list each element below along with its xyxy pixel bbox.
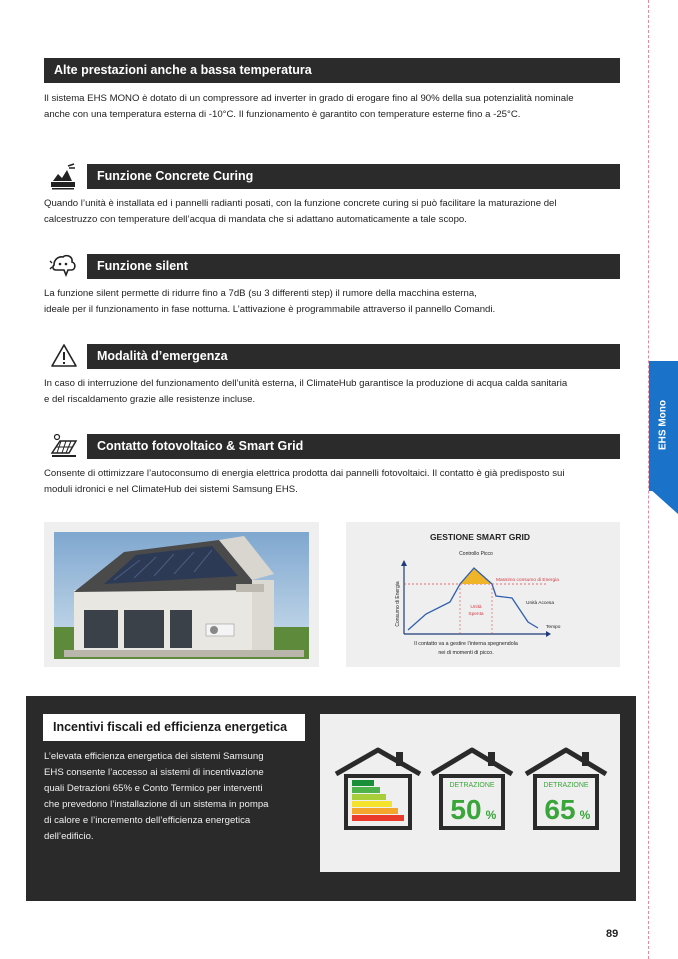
y-axis-label: Consumo di Energia: [395, 581, 401, 627]
unit-off-label-2: Spenta: [468, 612, 484, 617]
incentives-title: Incentivi fiscali ed efficienza energetica: [43, 714, 305, 741]
incentives-text: L’elevata efficienza energetica dei sistemi Samsung EHS consente l’accesso ai sistemi di incentivazione quali Detrazioni 65% e Conto Termico per interventi che prevedono l’installazione di un sistema in pompa di calore e l’incremento dell’efficienza energetica dell’edificio.: [44, 751, 269, 842]
chart-caption-1: Il contatto va a gestire l’interna spegnendola: [414, 641, 518, 647]
section-text-emergency: In caso di interruzione del funzionamento dell’unità esterna, il ClimateHub garantisce la produzione di acqua calda sanitaria e del riscaldamento grazie alle resistenze incluse.: [44, 378, 568, 405]
deduction-65-label: DETRAZIONE: [543, 782, 589, 789]
unit-on-label: Unità Accesa: [526, 601, 554, 606]
chart-peak-label: Controllo Picco: [459, 551, 493, 557]
chart-caption-2: nei di momenti di picco.: [438, 650, 494, 656]
section-text-silent: La funzione silent permette di ridurre fino a 7dB (su 3 differenti step) il rumore della macchina esterna, ideale per il funzionamento in fase notturna. L’attivazione è programmabile attraverso il pannello Comandi.: [44, 288, 496, 315]
unit-off-label-1: Unità: [470, 605, 482, 610]
deduction-50-house: [432, 750, 512, 828]
photovoltaic-icon: [49, 431, 79, 461]
house-photo-frame: [44, 522, 319, 667]
deduction-50-value: 50: [450, 794, 482, 825]
page-number: 89: [606, 928, 619, 940]
smart-grid-chart-frame: [346, 522, 620, 667]
energy-houses: [320, 714, 620, 872]
chart-title: GESTIONE SMART GRID: [429, 532, 531, 542]
section-title-low-temp: Alte prestazioni anche a bassa temperatura: [44, 58, 620, 83]
deduction-50-unit: %: [485, 808, 497, 822]
energy-label-house: [336, 750, 420, 828]
section-text-low-temp: Il sistema EHS MONO è dotato di un compressore ad inverter in grado di erogare fino al 90% della sua potenzialità nominale anche con una temperatura esterna di -10°C. Il funzionamento è garantito con temperature esterne fino a -25°C.: [44, 93, 574, 120]
section-text-concrete: Quando l’unità è installata ed i pannelli radianti posati, con la funzione concrete curing si può facilitare la maturazione del calcestruzzo con temperature dell’acqua di mandata che si adattano automaticamente a tale scopo.: [44, 198, 557, 225]
house-photo: [44, 522, 319, 667]
energy-efficiency-graphic: [320, 714, 620, 872]
smart-grid-chart: [346, 522, 620, 667]
deduction-65-value: 65: [544, 794, 576, 825]
max-consumption-label: Massimo consumo di Energia: [496, 578, 559, 583]
concrete-curing-icon: [48, 162, 78, 192]
silent-icon: [48, 251, 78, 281]
side-tab-label: EHS Mono: [657, 400, 669, 450]
x-axis-label: Tempo: [546, 625, 561, 630]
deduction-50-label: DETRAZIONE: [449, 782, 495, 789]
section-title-concrete: Funzione Concrete Curing: [87, 164, 620, 189]
deduction-65-unit: %: [579, 808, 591, 822]
warning-icon: [49, 341, 79, 371]
deduction-65-house: [526, 750, 606, 828]
section-title-photovoltaic: Contatto fotovoltaico & Smart Grid: [87, 434, 620, 459]
side-tab-tip: [649, 488, 678, 514]
section-title-silent: Funzione silent: [87, 254, 620, 279]
section-title-emergency: Modalità d’emergenza: [87, 344, 620, 369]
section-text-photovoltaic: Consente di ottimizzare l’autoconsumo di energia elettrica prodotta dai pannelli fotovoltaici. Il contatto è già predisposto sui moduli idronici e nel ClimateHub dei sistemi Samsung EHS.: [44, 468, 565, 495]
